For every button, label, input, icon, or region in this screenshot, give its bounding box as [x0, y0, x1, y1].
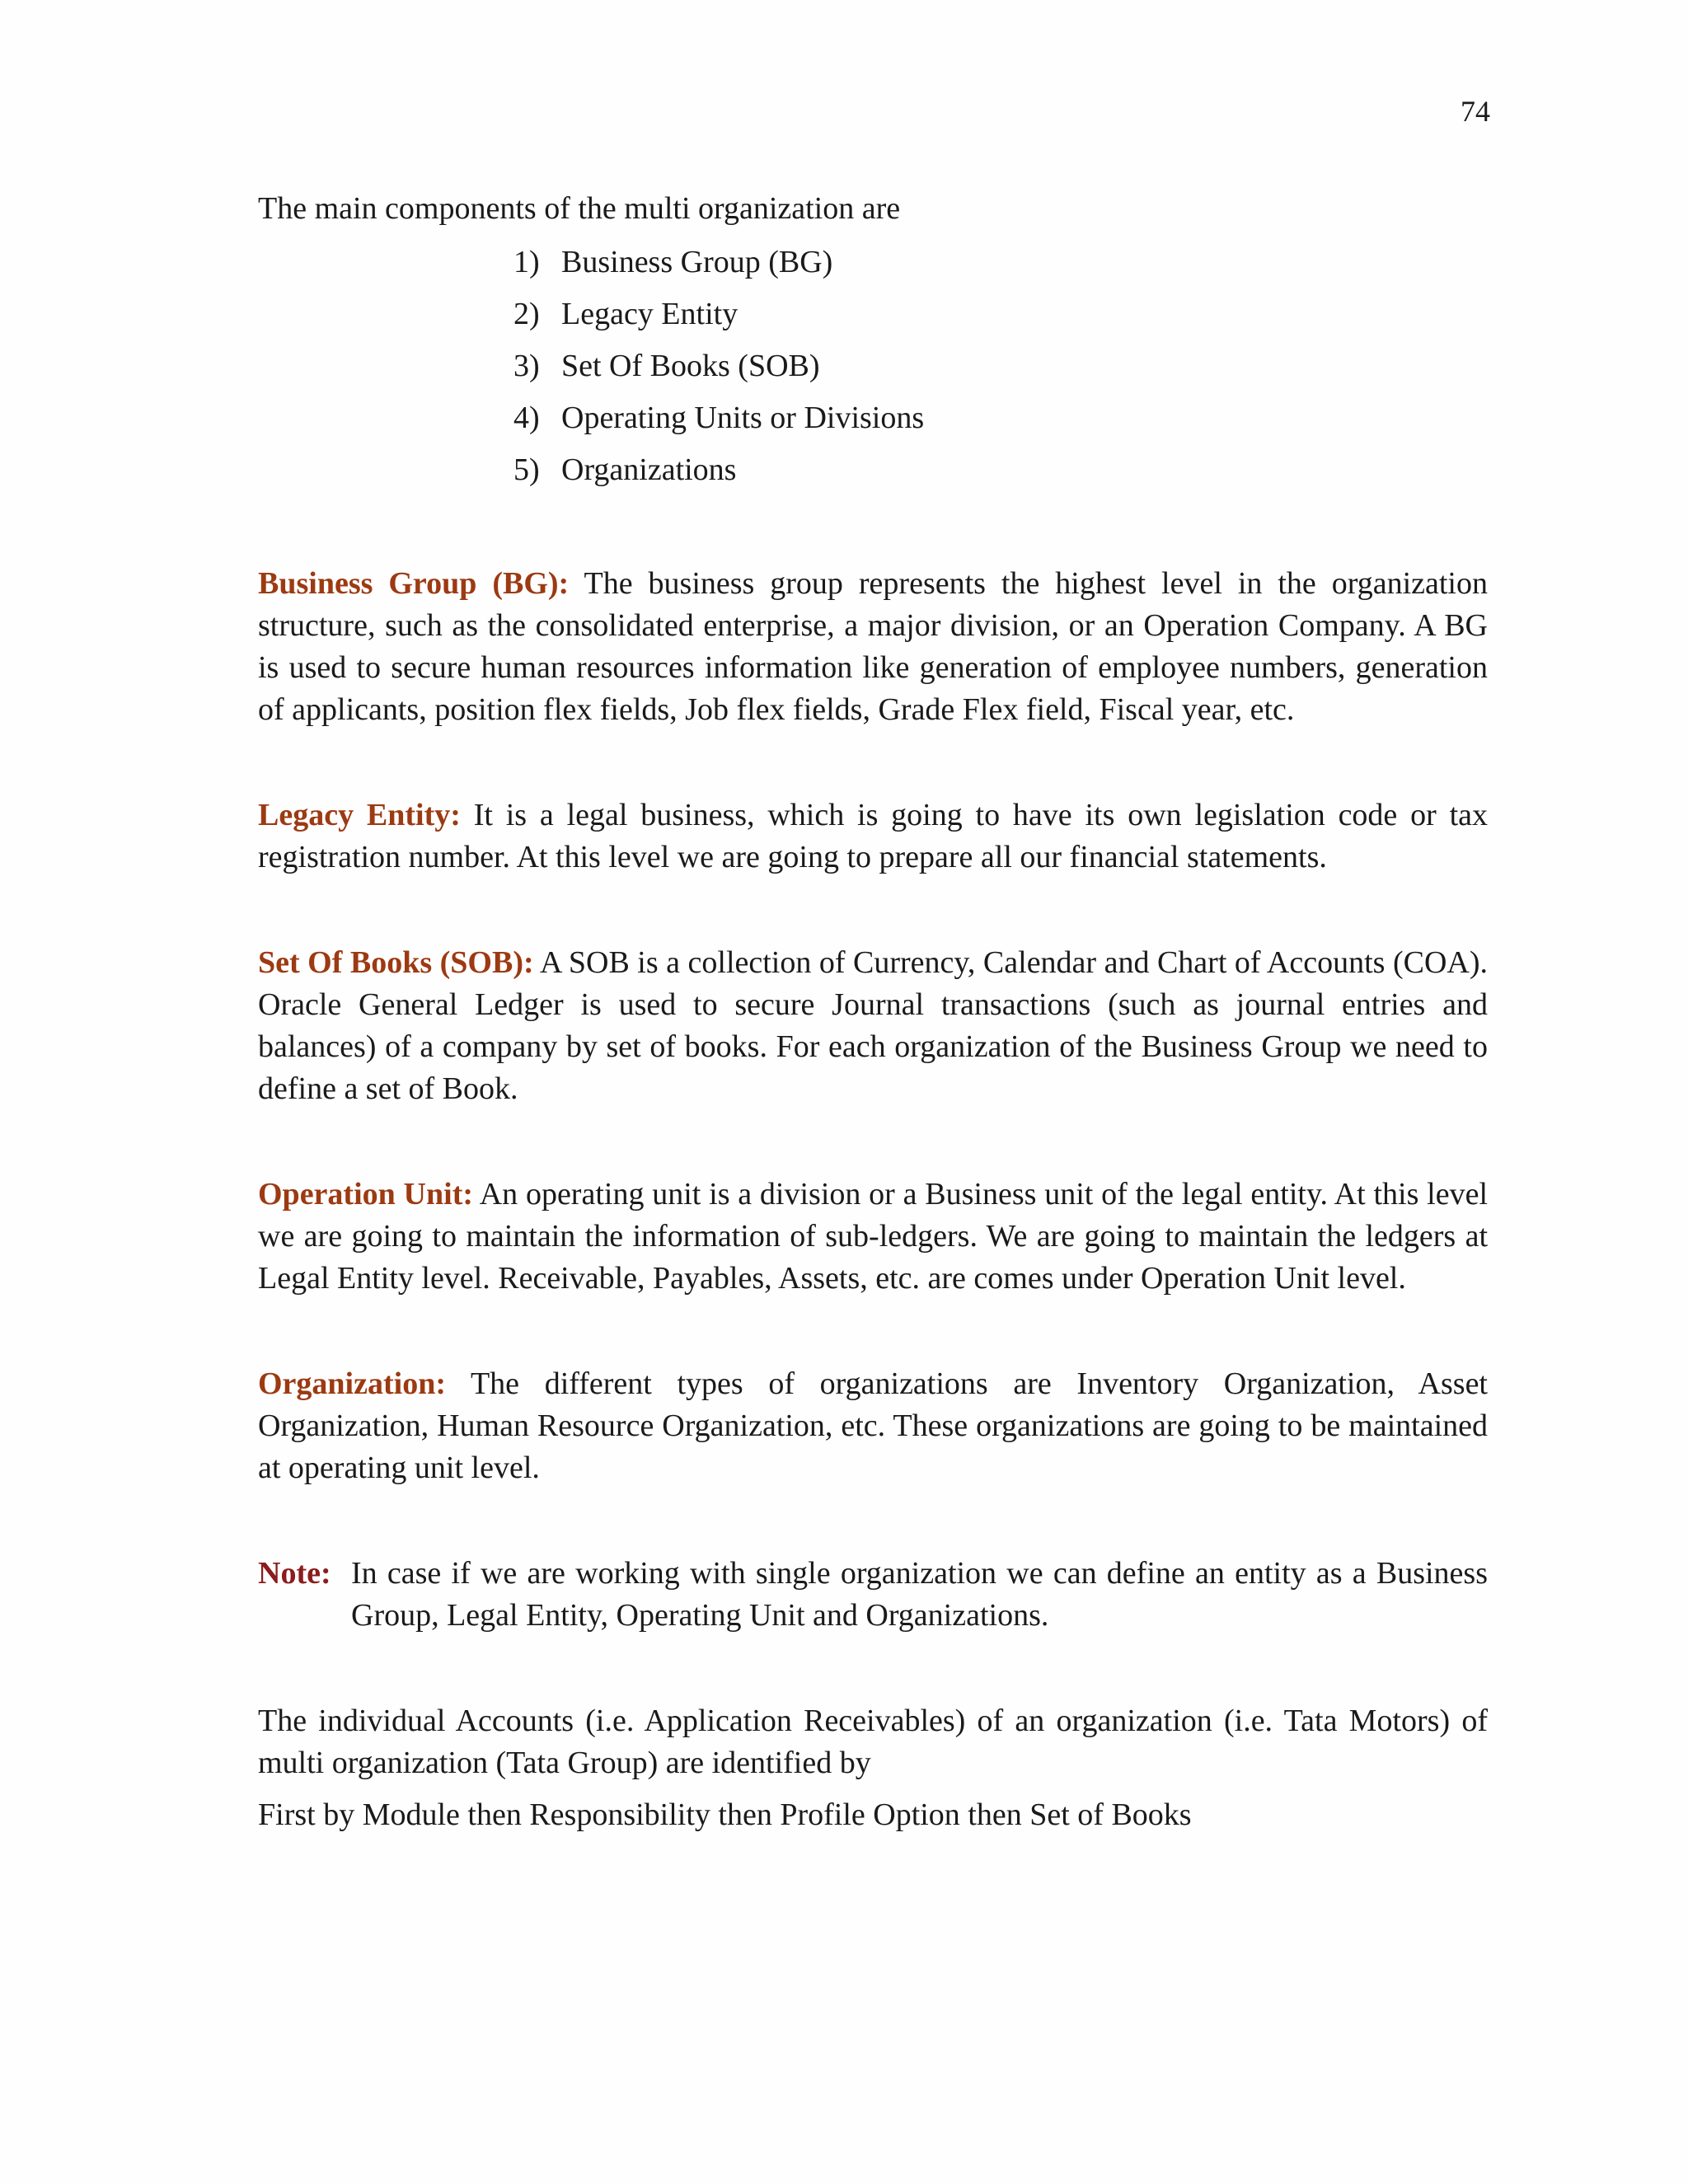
- individual-accounts-paragraph: The individual Accounts (i.e. Application Receivables) of an organization (i.e. Tata Motors) of multi organization (Tata Group) are identified by: [258, 1704, 1488, 1780]
- page-content: [258, 188, 1488, 1836]
- operation-unit-term: Operation Unit:: [258, 1177, 474, 1212]
- note-text: In case if we are working with single organization we can define an entity as a Business Group, Legal Entity, Operating Unit and Organizations.: [351, 1556, 1488, 1633]
- list-item-number: 4): [513, 401, 540, 435]
- list-item: [513, 444, 1488, 496]
- organization-paragraph: [258, 1363, 1488, 1489]
- list-item-label: Business Group (BG): [561, 245, 833, 279]
- set-of-books-term: Set Of Books (SOB):: [258, 945, 534, 980]
- list-item-number: 1): [513, 245, 540, 279]
- business-group-term: Business Group (BG):: [258, 566, 570, 601]
- organization-text: The different types of organizations are Inventory Organization, Asset Organization, Human Resource Organization, etc. These organizations are going to be maintained at operating unit level.: [258, 1366, 1488, 1485]
- components-list: [258, 237, 1488, 496]
- list-item: [513, 340, 1488, 392]
- business-group-text: The business group represents the highest level in the organization structure, such as the consolidated enterprise, a major division, or an Operation Company. A BG is used to secure human resources information like generation of employee numbers, generation of applicants, position flex fields, Job flex fields, Grade Flex field, Fiscal year, etc.: [258, 566, 1488, 727]
- list-item-label: Organizations: [561, 452, 737, 487]
- list-item: [513, 288, 1488, 340]
- set-of-books-text: A SOB is a collection of Currency, Calendar and Chart of Accounts (COA). Oracle General Ledger is used to secure Journal transactions (such as journal entries and balances) of a company by set of books. For each organization of the Business Group we need to define a set of Book.: [258, 945, 1488, 1106]
- note-label: Note:: [258, 1556, 331, 1591]
- list-item: [513, 392, 1488, 444]
- intro-text: The main components of the multi organization are: [258, 191, 901, 226]
- legacy-entity-term: Legacy Entity:: [258, 798, 461, 832]
- list-item-number: 5): [513, 452, 540, 487]
- set-of-books-paragraph: [258, 942, 1488, 1110]
- note-block: [258, 1553, 1488, 1637]
- operation-unit-text: An operating unit is a division or a Business unit of the legal entity. At this level we are going to maintain the information of sub-ledgers. We are going to maintain the ledgers at Legal Entity level. Receivable, Payables, Assets, etc. are comes under Operation Unit level.: [258, 1177, 1489, 1296]
- list-item: [513, 237, 1488, 288]
- legacy-entity-text: It is a legal business, which is going to have its own legislation code or tax registration number. At this level we are going to prepare all our financial statements.: [258, 798, 1489, 874]
- list-item-label: Operating Units or Divisions: [561, 401, 925, 435]
- operation-unit-paragraph: [258, 1174, 1488, 1300]
- list-item-label: Legacy Entity: [561, 297, 738, 331]
- business-group-paragraph: [258, 563, 1488, 731]
- list-item-label: Set Of Books (SOB): [561, 349, 820, 383]
- list-item-number: 3): [513, 349, 540, 383]
- organization-term: Organization:: [258, 1366, 446, 1401]
- page-number: 74: [1461, 95, 1490, 128]
- legacy-entity-paragraph: [258, 794, 1488, 879]
- identification-order-text: First by Module then Responsibility then Profile Option then Set of Books: [258, 1797, 1192, 1832]
- list-item-number: 2): [513, 297, 540, 331]
